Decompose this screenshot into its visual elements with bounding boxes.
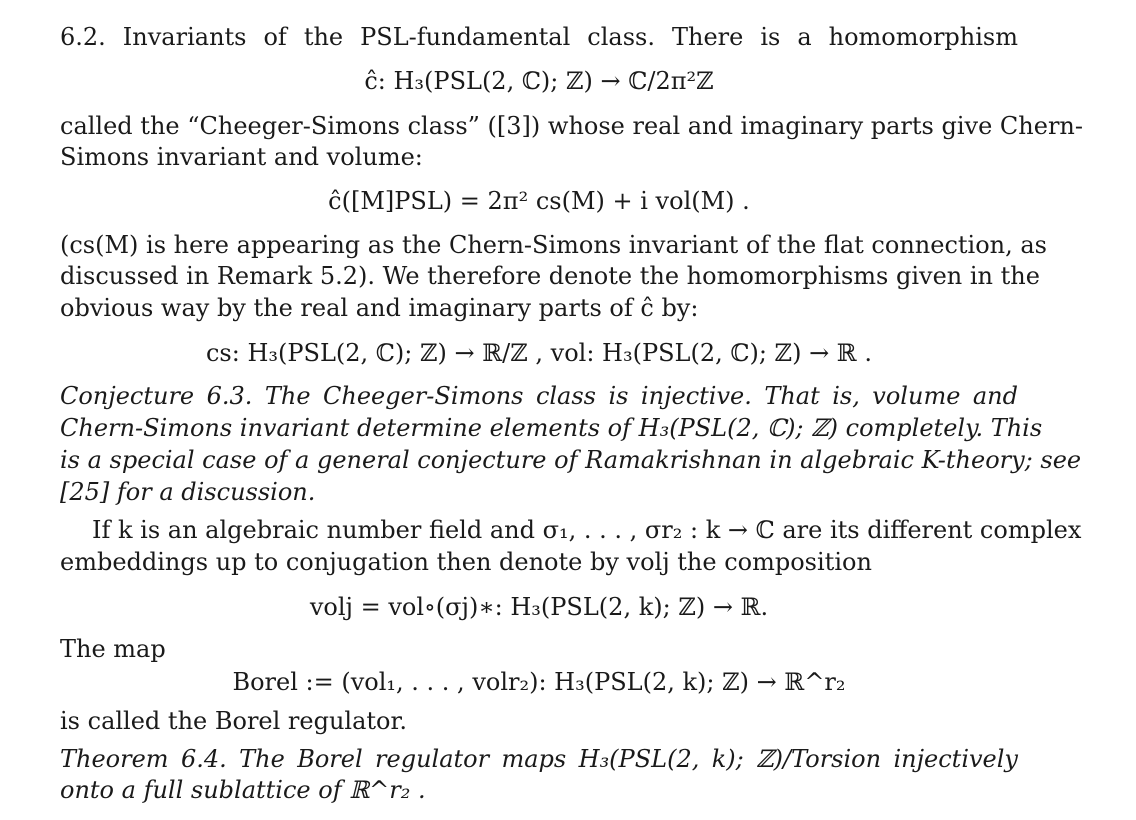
conjecture-6-3-line: [25] for a discussion. (60, 478, 316, 506)
paragraph-line: Simons invariant and volume: (60, 143, 423, 171)
paragraph-line: is called the Borel regulator. (60, 707, 407, 735)
cheeger-simons-evaluation-formula: ĉ([M]PSL) = 2π² cs(M) + i vol(M) . (328, 187, 750, 215)
paragraph-line: embeddings up to conjugation then denote by volj the composition (60, 548, 872, 576)
vol-j-composition-formula: volj = vol∘(σj)∗: H₃(PSL(2, k); ℤ) → ℝ. (309, 593, 769, 621)
paragraph-line: The map (60, 635, 166, 663)
conjecture-6-3-line: Chern-Simons invariant determine elements of H₃(PSL(2, ℂ); ℤ) completely. This (60, 414, 1043, 442)
paragraph-line: discussed in Remark 5.2). We therefore denote the homomorphisms given in the (60, 262, 1040, 290)
paragraph-line: (cs(M) is here appearing as the Chern-Simons invariant of the flat connection, as (60, 231, 1047, 259)
cut-off-next-line (88, 808, 1028, 820)
paragraph-line: If k is an algebraic number field and σ₁, . . . , σr₂ : k → ℂ are its different complex (92, 516, 1082, 544)
cheeger-simons-map-formula: ĉ: H₃(PSL(2, ℂ); ℤ) → ℂ/2π²ℤ (364, 67, 714, 95)
cs-vol-maps-formula: cs: H₃(PSL(2, ℂ); ℤ) → ℝ/ℤ , vol: H₃(PSL(2, ℂ); ℤ) → ℝ . (205, 339, 873, 367)
conjecture-6-3-line: is a special case of a general conjecture of Ramakrishnan in algebraic K-theory; see (60, 446, 1082, 474)
borel-regulator-formula: Borel := (vol₁, . . . , volr₂): H₃(PSL(2, k); ℤ) → ℝ^r₂ (232, 668, 846, 696)
section-6-2-heading-line: 6.2. Invariants of the PSL-fundamental class. There is a homomorphism (60, 23, 1018, 51)
paragraph-line: called the “Cheeger-Simons class” ([3]) whose real and imaginary parts give Chern- (60, 112, 1083, 140)
conjecture-6-3-line: Conjecture 6.3. The Cheeger-Simons class is injective. That is, volume and (60, 382, 1018, 410)
theorem-6-4-line: onto a full sublattice of ℝ^r₂ . (60, 776, 426, 804)
paragraph-line: obvious way by the real and imaginary parts of ĉ by: (60, 294, 699, 322)
theorem-6-4-line: Theorem 6.4. The Borel regulator maps H₃(PSL(2, k); ℤ)/Torsion injectively (60, 745, 1018, 773)
